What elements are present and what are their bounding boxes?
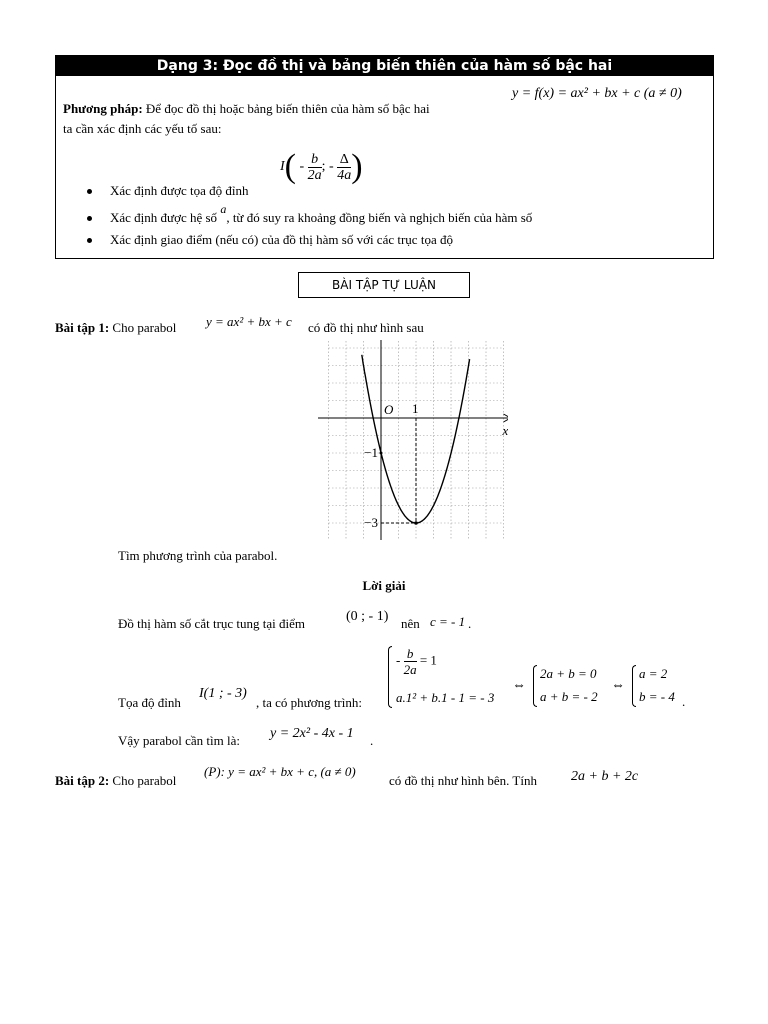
vertex-point xyxy=(414,521,418,525)
system3-eq2: b = - 4 xyxy=(639,689,675,704)
parabola-graph xyxy=(318,340,508,540)
x-tick-1-label: 1 xyxy=(412,401,419,416)
exercise2-formula: (P): y = ax² + bx + c, (a ≠ 0) xyxy=(204,764,356,779)
bullet-coefficient xyxy=(110,202,533,226)
step1-text: Đồ thị hàm số cắt trục tung tại điểm xyxy=(118,616,306,631)
box-title: Dạng 3: Đọc đồ thị và bảng biến thiên của hàm số bậc hai xyxy=(56,56,713,76)
exercise1-label: Bài tập 1: xyxy=(55,320,110,335)
step2-text: Tọa độ đỉnh xyxy=(118,695,181,710)
vertex-prefix: I xyxy=(280,159,285,175)
system2-brace xyxy=(533,665,537,707)
method-label: Phương pháp: xyxy=(63,101,143,116)
frac2-num: Δ xyxy=(337,152,351,168)
equiv-1: ⇔ xyxy=(512,678,526,693)
system3-brace xyxy=(632,665,636,707)
frac1-num: b xyxy=(308,152,322,168)
exercise1-text: Cho parabol xyxy=(112,320,177,335)
function-formula: y = f(x) = ax² + bx + c (a ≠ 0) xyxy=(512,86,682,101)
system3-eq1: a = 2 xyxy=(639,666,668,681)
exercise2-line xyxy=(55,773,176,789)
section-title: BÀI TẬP TỰ LUẬN xyxy=(298,272,470,298)
vertex-formula: I( - $\frac{b}{2a}$ ; - $\frac{\Delta}{4a}$ ) xyxy=(280,148,363,185)
method-text-line2: ta cần xác định các yếu tố sau: xyxy=(63,121,222,136)
method-line1 xyxy=(63,101,430,117)
exercise1-line xyxy=(55,320,176,336)
conclusion-period: . xyxy=(370,733,374,748)
exercise2-text-after: có đồ thị như hình bên. Tính xyxy=(389,773,537,788)
step1-point: (0 ; - 1) xyxy=(346,609,389,624)
equiv-2: ⇔ xyxy=(611,678,625,693)
bullet-dot xyxy=(87,189,92,194)
bullet-dot xyxy=(87,216,92,221)
step1-then: nên xyxy=(401,616,420,631)
graph-axes xyxy=(318,340,508,540)
step1-result: c = - 1 xyxy=(430,614,466,629)
step2-vertex: I(1 ; - 3) xyxy=(199,686,247,701)
exercise2-label: Bài tập 2: xyxy=(55,773,110,788)
origin-label: O xyxy=(384,402,394,417)
system1-eq2: a.1² + b.1 - 1 = - 3 xyxy=(396,690,495,705)
bullet-vertex: Xác định được tọa độ đỉnh xyxy=(110,183,249,198)
step1-period: . xyxy=(468,616,472,631)
system2-eq2: a + b = - 2 xyxy=(540,689,598,704)
y-intercept-point xyxy=(380,452,383,455)
exercise2-target: 2a + b + 2c xyxy=(571,769,639,784)
conclusion-formula: y = 2x² - 4x - 1 xyxy=(270,726,354,741)
exercise2-text: Cho parabol xyxy=(112,773,177,788)
bullet-intersections: Xác định giao điểm (nếu có) của đồ thị hàm số với các trục tọa độ xyxy=(110,232,453,247)
frac1-den: 2a xyxy=(307,167,322,183)
system2-eq1: 2a + b = 0 xyxy=(540,666,597,681)
system3-period: . xyxy=(682,694,686,709)
y-tick-minus3-label: −3 xyxy=(364,515,378,530)
exercise1-text-after: có đồ thị như hình sau xyxy=(308,320,424,335)
bullet-coefficient-text: Xác định được hệ số xyxy=(110,210,218,225)
y-tick-minus1-label: −1 xyxy=(364,445,378,460)
system1-brace xyxy=(388,646,392,708)
exercise1-question: Tìm phương trình của parabol. xyxy=(118,548,278,563)
system1-eq1: - $\frac{b}{2a}$ = 1 xyxy=(396,646,437,677)
coefficient-symbol: a xyxy=(220,202,227,216)
solution-title: Lời giải xyxy=(362,578,406,593)
exercise1-formula: y = ax² + bx + c xyxy=(206,314,292,329)
method-text-line1: Để đọc đồ thị hoặc bảng biến thiên của hàm số bậc hai xyxy=(145,101,430,116)
bullet-dot xyxy=(87,238,92,243)
step2-then: , ta có phương trình: xyxy=(256,695,362,710)
x-axis-label: x xyxy=(502,423,508,438)
conclusion-text: Vậy parabol cần tìm là: xyxy=(118,733,241,748)
bullet-coefficient-rest: , từ đó suy ra khoảng đồng biến và nghịch biến của hàm số xyxy=(226,210,533,225)
frac2-den: 4a xyxy=(337,167,352,183)
